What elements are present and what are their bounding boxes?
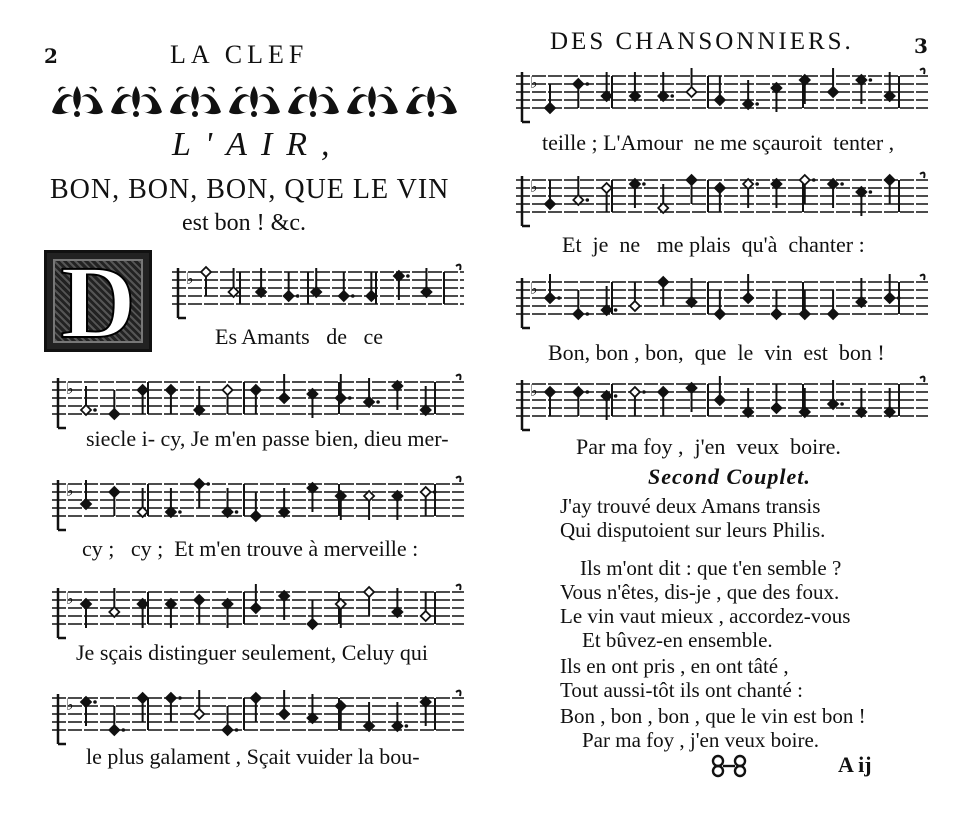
note-dot: [586, 82, 590, 86]
lyric-line: Par ma foy , j'en veux boire.: [576, 434, 841, 459]
note-dot: [122, 728, 126, 732]
note-head: [545, 387, 555, 397]
note-dot: [348, 396, 352, 400]
note-head: [201, 267, 211, 277]
note-head: [885, 175, 895, 185]
note-head: [771, 309, 781, 319]
note-head: [251, 511, 261, 521]
note-dot: [897, 296, 901, 300]
note-dot: [586, 312, 590, 316]
note-dot: [840, 402, 844, 406]
note-dot: [206, 482, 210, 486]
clef-icon: [522, 176, 530, 226]
custos-mark: [456, 585, 461, 590]
note-head: [630, 387, 640, 397]
note-dot: [178, 696, 182, 700]
ornament-vine-icon: [107, 84, 166, 118]
flat-sign: ♭: [66, 481, 74, 500]
left-running-head: LA CLEF: [170, 40, 309, 69]
note-head: [336, 393, 346, 403]
verse-line: Et bûvez-en ensemble.: [582, 628, 773, 652]
note-head: [828, 309, 838, 319]
tune-subtitle: est bon ! &c.: [182, 210, 306, 236]
lyric-line: le plus galament , Sçait vuider la bou-: [86, 744, 420, 769]
clef-icon: [58, 480, 66, 530]
verse-line: Bon , bon , bon , que le vin est bon !: [560, 704, 866, 728]
note-dot: [351, 294, 355, 298]
note-head: [885, 293, 895, 303]
note-head: [630, 301, 640, 311]
note-head: [138, 693, 148, 703]
lyric-line: Je sçais distinguer seulement, Celuy qui: [76, 640, 428, 665]
note-head: [715, 183, 725, 193]
note-head: [166, 385, 176, 395]
verse-line: Ils en ont pris , en ont tâté ,: [560, 654, 789, 678]
right-running-head: DES CHANSONNIERS.: [550, 28, 854, 55]
custos-mark: [920, 173, 925, 178]
flat-sign: ♭: [66, 695, 74, 714]
left-page-number: 2: [44, 44, 58, 68]
custos-mark: [920, 377, 925, 382]
note-dot: [869, 190, 873, 194]
clef-icon: [58, 378, 66, 428]
note-head: [279, 393, 289, 403]
note-dot: [235, 728, 239, 732]
note-head: [658, 277, 668, 287]
flat-sign: ♭: [66, 589, 74, 608]
note-head: [421, 611, 431, 621]
note-head: [284, 291, 294, 301]
verse-line: Tout aussi-tôt ils ont chanté :: [560, 678, 803, 702]
music-staff: [516, 268, 928, 334]
note-head: [109, 725, 119, 735]
flat-sign: ♭: [530, 177, 538, 196]
note-head: [109, 487, 119, 497]
note-head: [109, 409, 119, 419]
verse-line: J'ay trouvé deux Amans transis: [560, 494, 821, 518]
flat-sign: ♭: [66, 379, 74, 398]
note-head: [828, 87, 838, 97]
lyric-line: siecle i- cy, Je m'en passe bien, dieu mer-: [86, 426, 449, 451]
custos-mark: [920, 275, 925, 280]
note-head: [251, 693, 261, 703]
note-dot: [296, 294, 300, 298]
custos-mark: [456, 265, 461, 270]
second-couplet-title: Second Couplet.: [648, 464, 811, 489]
flat-sign: ♭: [530, 381, 538, 400]
note-head: [800, 175, 810, 185]
note-head: [251, 603, 261, 613]
lyric-line: Es Amants de ce: [215, 324, 384, 349]
note-dot: [670, 94, 674, 98]
clef-icon: [522, 72, 530, 122]
note-head: [687, 87, 697, 97]
custos-mark: [456, 375, 461, 380]
clef-icon: [58, 694, 66, 744]
verse-line: Ils m'ont dit : que t'en semble ?: [580, 556, 842, 580]
verse-line: Qui disputoient sur leurs Philis.: [560, 518, 826, 542]
lyric-line: Bon, bon , bon, que le vin est bon !: [548, 340, 885, 365]
verse-line: Le vin vaut mieux , accordez-vous: [560, 604, 851, 628]
note-head: [800, 309, 810, 319]
note-dot: [614, 394, 618, 398]
music-staff: [52, 578, 464, 644]
note-head: [138, 385, 148, 395]
verse-line: Par ma foy , j'en veux boire.: [582, 728, 820, 752]
lyric-line: teille ; L'Amour ne me sçauroit tenter ,: [542, 130, 895, 155]
note-head: [573, 309, 583, 319]
note-head: [194, 595, 204, 605]
fleuron-icon: [710, 754, 750, 778]
note-dot: [93, 700, 97, 704]
note-dot: [405, 724, 409, 728]
music-staff: [52, 368, 464, 434]
note-head: [715, 395, 725, 405]
flat-sign: ♭: [530, 279, 538, 298]
music-staff: [52, 684, 464, 750]
note-dot: [93, 408, 97, 412]
note-head: [573, 79, 583, 89]
music-staff: [52, 470, 464, 536]
note-head: [602, 183, 612, 193]
note-dot: [614, 308, 618, 312]
custos-mark: [456, 477, 461, 482]
note-head: [223, 385, 233, 395]
note-dot: [376, 400, 380, 404]
note-dot: [235, 510, 239, 514]
note-head: [658, 387, 668, 397]
note-head: [194, 479, 204, 489]
note-head: [715, 95, 725, 105]
note-head: [364, 587, 374, 597]
custos-mark: [456, 691, 461, 696]
clef-icon: [522, 380, 530, 430]
note-head: [545, 293, 555, 303]
note-dot: [642, 182, 646, 186]
custos-mark: [920, 69, 925, 74]
dropcap-letter: D: [60, 245, 136, 360]
music-staff: [516, 370, 928, 436]
clef-icon: [58, 588, 66, 638]
note-head: [251, 385, 261, 395]
note-head: [715, 309, 725, 319]
verse-line: Vous n'êtes, dis-je , que des foux.: [560, 580, 840, 604]
note-head: [339, 291, 349, 301]
note-head: [366, 291, 376, 301]
note-dot: [406, 274, 410, 278]
note-head: [336, 701, 346, 711]
note-head: [223, 725, 233, 735]
note-head: [194, 709, 204, 719]
ornament-band: [48, 84, 466, 118]
ornament-vine-icon: [284, 84, 343, 118]
right-page: [490, 0, 960, 838]
dropcap-ornament-icon: [44, 245, 152, 360]
note-dot: [557, 296, 561, 300]
air-heading: L'AIR,: [172, 126, 344, 163]
note-dot: [178, 510, 182, 514]
music-staff: [516, 62, 928, 128]
ornament-vine-icon: [343, 84, 402, 118]
right-page-number: 3: [914, 34, 928, 58]
lyric-line: cy ; cy ; Et m'en trouve à merveille :: [82, 536, 419, 561]
note-head: [166, 693, 176, 703]
note-dot: [812, 178, 816, 182]
note-dot: [642, 390, 646, 394]
note-dot: [869, 78, 873, 82]
note-head: [743, 293, 753, 303]
tune-title: BON, BON, BON, QUE LE VIN: [50, 174, 450, 205]
clef-icon: [178, 268, 186, 318]
ornament-vine-icon: [225, 84, 284, 118]
music-staff: [516, 166, 928, 232]
note-head: [545, 199, 555, 209]
music-staff: [172, 258, 464, 324]
flat-sign: ♭: [530, 73, 538, 92]
ornament-vine-icon: [48, 84, 107, 118]
note-head: [307, 619, 317, 629]
clef-icon: [522, 278, 530, 328]
note-dot: [755, 182, 759, 186]
note-head: [421, 487, 431, 497]
note-head: [573, 387, 583, 397]
note-head: [545, 103, 555, 113]
note-dot: [433, 490, 437, 494]
signature-mark: A ij: [838, 752, 872, 777]
note-dot: [586, 390, 590, 394]
lyric-line: Et je ne me plais qu'à chanter :: [562, 232, 865, 257]
ornament-vine-icon: [402, 84, 461, 118]
note-dot: [840, 182, 844, 186]
note-dot: [755, 102, 759, 106]
note-head: [771, 403, 781, 413]
flat-sign: ♭: [186, 269, 194, 288]
note-head: [687, 175, 697, 185]
note-head: [279, 709, 289, 719]
note-dot: [586, 198, 590, 202]
ornament-vine-icon: [166, 84, 225, 118]
